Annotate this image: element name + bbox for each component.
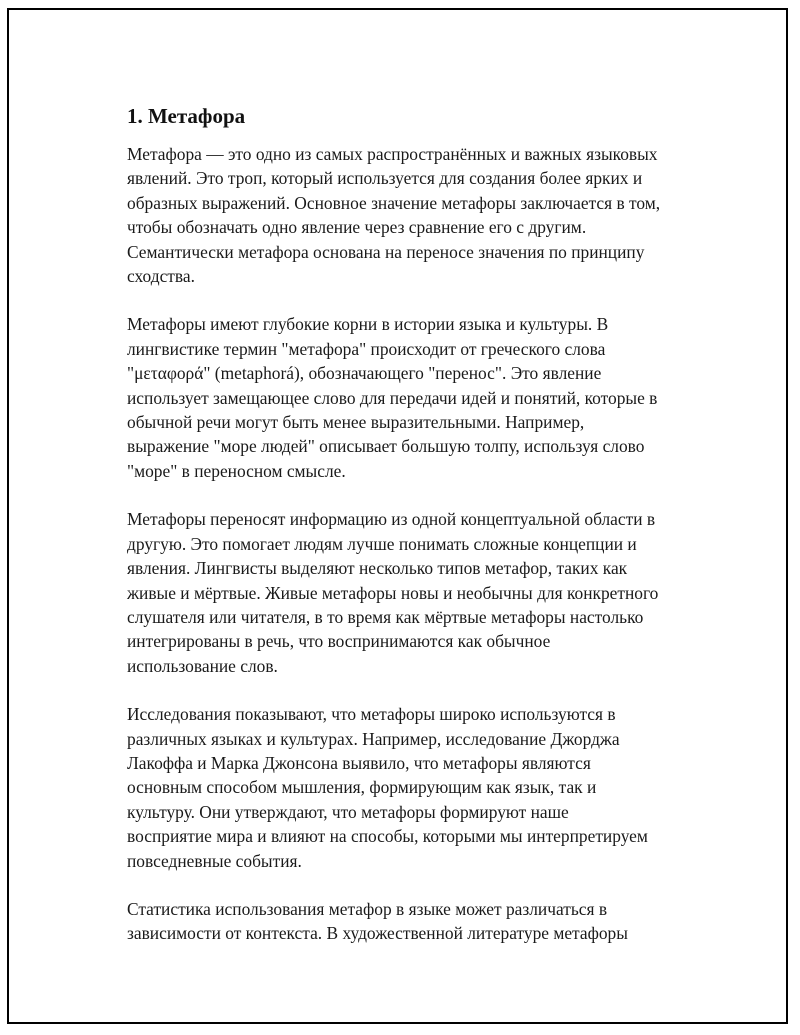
paragraph-types: Метафоры переносят информацию из одной концептуальной области в другую. Это помогает людям лучше понимать сложные концепции и явления. Лингвисты выделяют несколько типов метафор, таких как живые и мёртвые. Живые метафоры новы и необычны для конкретного слушателя или читателя, в то время как мёртвые метафоры настолько интегрированы в речь, что воспринимаются как обычное использование слов. — [127, 509, 659, 676]
paragraph-definition: Метафора — это одно из самых распространённых и важных языковых явлений. Это троп, который используется для создания более ярких и образных выражений. Основное значение метафоры заключается в том, чтобы обозначать одно явление через сравнение его с другим. Семантически метафора основана на переносе значения по принципу сходства. — [127, 144, 661, 287]
paragraph-research: Исследования показывают, что метафоры широко используются в различных языках и культурах. Например, исследование Джорджа Лакоффа и Марка Джонсона выявило, что метафоры являются основным способом мышления, формирующим как язык, так и культуру. Они утверждают, что метафоры формируют наше восприятие мира и влияют на способы, которыми мы интерпретируем повседневные события. — [127, 704, 648, 871]
page-frame — [7, 8, 788, 1024]
paragraph-history: Метафоры имеют глубокие корни в истории языка и культуры. В лингвистике термин "метафора" происходит от греческого слова "μεταφορά" (metaphorá), обозначающего "перенос". Это явление использует замещающее слово для передачи идей и понятий, которые в обычной речи могут быть менее выразительными. Например, выражение "море людей" описывает большую толпу, используя слово "море" в переносном смысле. — [127, 314, 658, 481]
paragraph-statistics: Статистика использования метафор в языке может различаться в зависимости от контекста. В художественной литературе метафоры — [127, 898, 628, 944]
document-body — [127, 103, 707, 970]
section-heading: 1. Метафора — [127, 104, 246, 128]
